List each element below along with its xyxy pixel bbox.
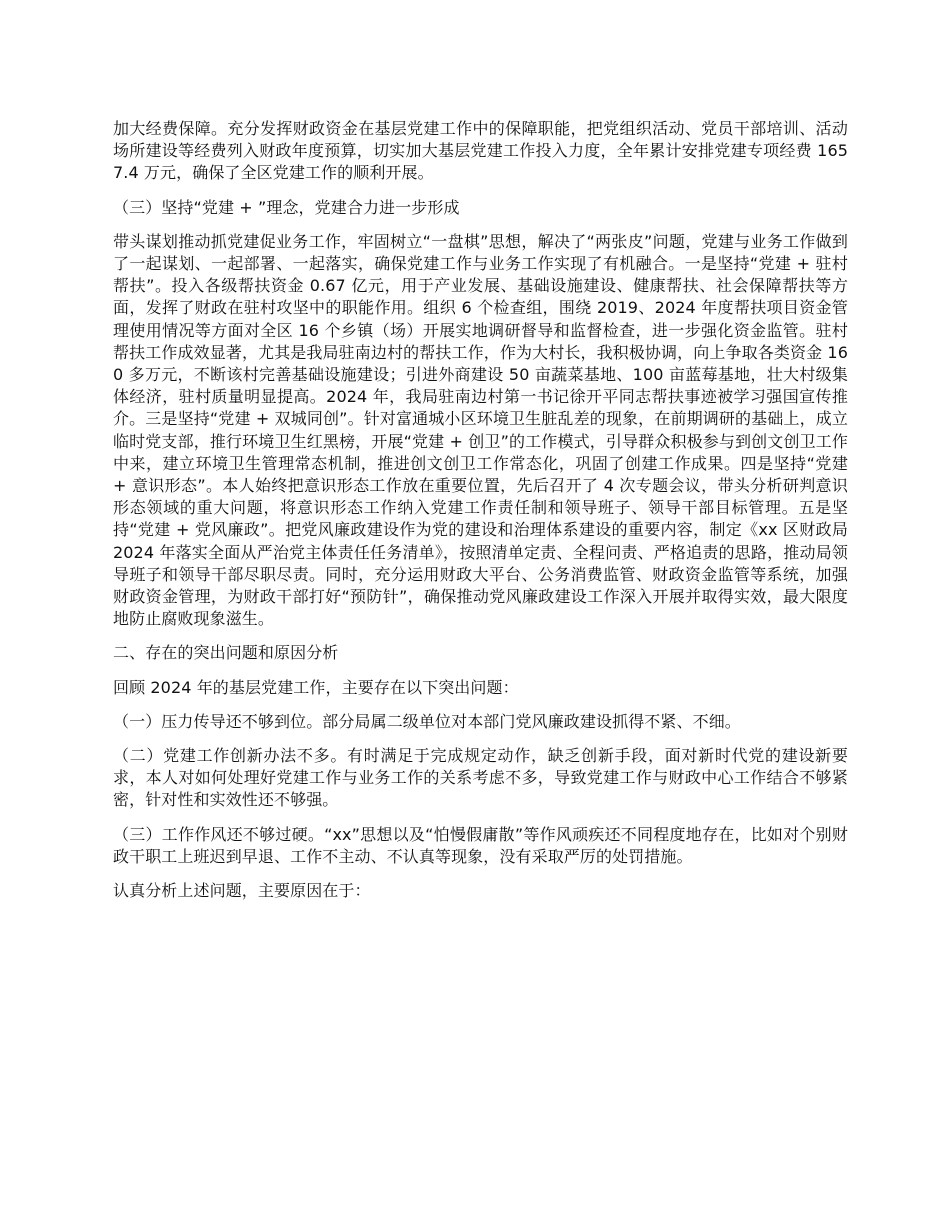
paragraph-funding-guarantee: 加大经费保障。充分发挥财政资金在基层党建工作中的保障职能，把党组织活动、党员干部培训、活动场所建设等经费列入财政年度预算，切实加大基层党建工作投入力度，全年累计安排党建专项经费 1657.4 万元，确保了全区党建工作的顺利开展。 [113,119,848,183]
subheading-party-building-plus: （三）坚持“党建 + ”理念，党建合力进一步形成 [113,197,460,217]
section-heading-problems: 二、存在的突出问题和原因分析 [113,643,339,663]
paragraph-review-intro: 回顾 2024 年的基层党建工作，主要存在以下突出问题： [113,677,519,697]
document-body [113,118,848,914]
paragraph-problem-one: （一）压力传导还不够到位。部分局属二级单位对本部门党风廉政建设抓得不紧、不细。 [113,711,741,731]
paragraph-problem-three: （三）工作作风还不够过硬。“xx”思想以及“怕慢假庸散”等作风顽疾还不同程度地存在，比如对个别财政干职工上班迟到早退、工作不主动、不认真等现象，没有采取严厉的处罚措施。 [113,824,848,866]
paragraph-cause-intro: 认真分析上述问题，主要原因在于： [113,881,371,901]
paragraph-party-building-business: 带头谋划推动抓党建促业务工作，牢固树立“一盘棋”思想，解决了“两张皮”问题，党建与业务工作做到了一起谋划、一起部署、一起落实，确保党建工作与业务工作实现了有机融合。一是坚持“党建 + 驻村帮扶”。投入各级帮扶资金 0.67 亿元，用于产业发展、基础设施建设、健康帮扶、社会保障帮扶等方面，发挥了财政在驻村攻坚中的职能作用。组织 6 个检查组，围绕 2019、2024 年度帮扶项目资金管理使用情况等方面对全区 16 个乡镇（场）开展实地调研督导和监督检查，进一步强化资金监管。驻村帮扶工作成效显著，尤其是我局驻南边村的帮扶工作，作为大村长，我积极协调，向上争取各类资金 160 多万元，不断该村完善基础设施建设；引进外商建设 50 亩蔬菜基地、100 亩蓝莓基地，壮大村级集体经济，驻村质量明显提高。2024 年，我局驻南边村第一书记徐开平同志帮扶事迹被学习强国宣传推介。三是坚持“党建 + 双城同创”。针对富通城小区环境卫生脏乱差的现象，在前期调研的基础上，成立临时党支部，推行环境卫生红黑榜，开展“党建 + 创卫”的工作模式，引导群众积极参与到创文创卫工作中来，建立环境卫生管理常态机制，推进创文创卫工作常态化，巩固了创建工作成果。四是坚持“党建 + 意识形态”。本人始终把意识形态工作放在重要位置，先后召开了 4 次专题会议，带头分析研判意识形态领域的重大问题，将意识形态工作纳入党建工作责任制和领导班子、领导干部目标管理。五是坚持“党建 + 党风廉政”。把党风廉政建设作为党的建设和治理体系建设的重要内容，制定《xx 区财政局 2024 年落实全面从严治党主体责任任务清单》，按照清单定责、全程问责、严格追责的思路，推动局领导班子和领导干部尽职尽责。同时，充分运用财政大平台、公务消费监管、财政资金监管等系统，加强财政资金管理，为财政干部打好“预防针”，确保推动党风廉政建设工作深入开展并取得实效，最大限度地防止腐败现象滋生。 [113,231,848,629]
paragraph-problem-two: （二）党建工作创新办法不多。有时满足于完成规定动作，缺乏创新手段，面对新时代党的建设新要求，本人对如何处理好党建工作与业务工作的关系考虑不多，导致党建工作与财政中心工作结合不够紧密，针对性和实效性还不够强。 [113,746,848,810]
